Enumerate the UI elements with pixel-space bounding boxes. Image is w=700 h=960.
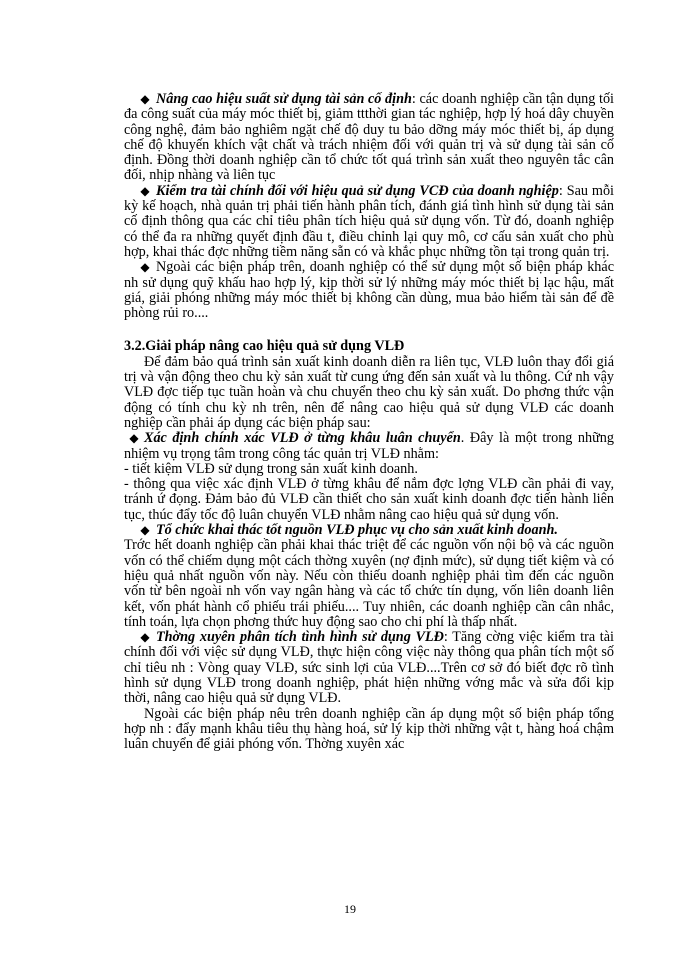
paragraph-organize-sources-text: Trớc hết doanh nghiệp cần phải khai thác triệt để các nguồn vốn nội bộ và các nguồn vốn có thể chiếm dụng một cách thờng xuyên (nợ định mức), sử dụng tiết kiệm và có hiệu quả nhất nguồn vốn này. Nếu còn thiếu doanh nghiệp phải tìm đến các nguồn vốn từ bên ngoài nh vốn vay ngân hàng và các tổ chức tín dụng, vốn liên doanh liên kết, vốn phát hành cổ phiếu trái phiếu.... Tuy nhiên, các doanh nghiệp cần cân nhắc, tính toán, lựa chọn phơng thức huy động sao cho chi phí là thấp nhất. bbox=[124, 537, 614, 630]
paragraph-fixed-asset-efficiency bbox=[124, 92, 614, 184]
dash-item: - thông qua việc xác định VLĐ ở từng khâu để nắm đợc lợng VLĐ cần phải đi vay, tránh ứ đọng. Đảm bảo đủ VLĐ cần thiết cho sản xuất kinh doanh đợc tiến hành liên tục, thúc đẩy tốc độ luân chuyển VLĐ nhằm nâng cao hiệu quả sử dụng vốn. bbox=[124, 476, 614, 523]
bullet-text: . Đây là một trong những nhiệm vụ trọng tâm trong công tác quản trị VLĐ nhằm: bbox=[124, 430, 614, 462]
section-heading: 3.2.Giải pháp nâng cao hiệu quả sử dụng VLĐ bbox=[124, 338, 405, 355]
diamond-bullet-icon: ◆ bbox=[140, 260, 150, 275]
diamond-bullet-icon: ◆ bbox=[129, 431, 139, 446]
bullet-title: Tổ chức khai thác tốt nguồn VLĐ phục vụ cho sản xuất kinh doanh. bbox=[156, 522, 558, 539]
diamond-bullet-icon: ◆ bbox=[140, 630, 150, 645]
bullet-text: : Tăng cờng việc kiểm tra tài chính đối với việc sử dụng VLĐ, thực hiện công việc này thông qua phân tích một số chỉ tiêu nh : Vòng quay VLĐ, sức sinh lợi của VLĐ....Trên cơ sở đó biết đợc rõ tình hình sử dụng VLĐ trong doanh nghiệp, phát hiện những vớng mắc và sửa đổi kịp thời, nâng cao hiệu quả sử dụng VLĐ. bbox=[124, 629, 614, 707]
paragraph-intro: Để đảm bảo quá trình sản xuất kinh doanh diễn ra liên tục, VLĐ luôn thay đổi giá trị và vận động theo chu kỳ sản xuất từ cung ứng đến sản xuất và lu thông. Cứ nh vậy VLĐ đợc tiếp tục tuần hoàn và chu chuyển theo chu kỳ sản xuất. Do phơng thức vận động có tính chu kỳ nh trên, nên để nâng cao hiệu quả sử dụng VLĐ các doanh nghiệp cần phải áp dụng các biện pháp sau: bbox=[124, 353, 614, 431]
paragraph-financial-inspection bbox=[124, 184, 614, 260]
paragraph-closing: Ngoài các biện pháp nêu trên doanh nghiệp cần áp dụng một số biện pháp tổng hợp nh : đẩy mạnh khâu tiêu thụ hàng hoá, sử lý kịp thời những vật t, hàng hoá chậm luân chuyển để giải phóng vốn. Thờng xuyên xác bbox=[124, 705, 614, 753]
bullet-text: : các doanh nghiệp cần tận dụng tối đa công suất của máy móc thiết bị, giảm ttthời gian tác nghiệp, hợp lý hoá dây chuyền công nghệ, đảm bảo nghiêm ngặt chế độ duy tu bảo dỡng máy móc thiết bị, áp dụng chế độ khuyến khích vật chất và trách nhiệm đối với quản trị và sử dụng tài sản cố định. Đồng thời doanh nghiệp cần tổ chức tốt quá trình sản xuất theo nguyên tắc cân đối, nhịp nhàng và liên tục bbox=[124, 91, 614, 184]
bullet-title: Thờng xuyên phân tích tình hình sử dụng VLĐ bbox=[156, 629, 444, 646]
diamond-bullet-icon: ◆ bbox=[140, 523, 150, 538]
paragraph-analysis bbox=[124, 630, 614, 706]
bullet-title: Xác định chính xác VLĐ ở từng khâu luân chuyển bbox=[144, 430, 461, 447]
page-content bbox=[124, 92, 614, 752]
bullet-title: Kiểm tra tài chính đối với hiệu quả sử dụng VCĐ của doanh nghiệp bbox=[156, 182, 559, 199]
paragraph-determine-vld bbox=[124, 431, 614, 462]
paragraph-other-measures bbox=[124, 260, 614, 321]
paragraph-organize-sources bbox=[124, 523, 614, 538]
diamond-bullet-icon: ◆ bbox=[140, 183, 150, 198]
diamond-bullet-icon: ◆ bbox=[140, 92, 150, 106]
page-number: 19 bbox=[344, 902, 356, 916]
spacer bbox=[124, 321, 614, 329]
bullet-text: Ngoài các biện pháp trên, doanh nghiệp có thể sử dụng một số biện pháp khác nh sử dụng quỹ khấu hao hợp lý, kịp thời sử lý những máy móc thiết bị lạc hậu, mất giá, giải phóng những máy móc thiết bị không cần dùng, mua bảo hiểm tài sản để đề phòng rủi ro.... bbox=[124, 259, 614, 322]
bullet-title: Nâng cao hiệu suất sử dụng tài sản cố định bbox=[156, 91, 412, 107]
bullet-text: : Sau mỗi kỳ kế hoạch, nhà quản trị phải tiến hành phân tích, đánh giá tình hình sử dụng tài sản cố định thông qua các chỉ tiêu phân tích hiệu quả sử dụng vốn. Từ đó, doanh nghiệp có thể đa ra những quyết định đầu t, điều chỉnh lại quy mô, cơ cấu sản xuất cho phù hợp, khai thác đợc những tiềm năng sẵn có và khắc phục những tồn tại trong quản trị. bbox=[124, 182, 614, 260]
dash-item: - tiết kiệm VLĐ sử dụng trong sản xuất kinh doanh. bbox=[124, 460, 418, 477]
